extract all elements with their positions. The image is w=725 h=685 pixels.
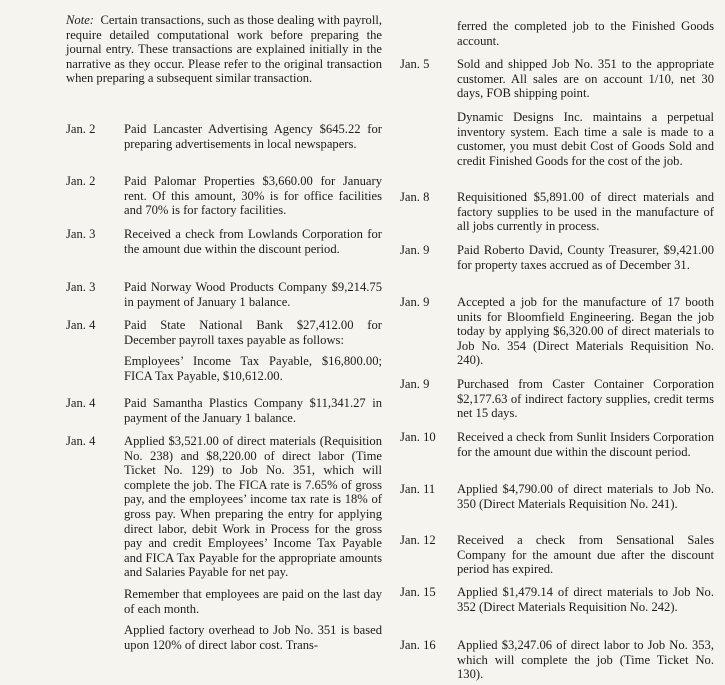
entry-date: Jan. 12 — [400, 533, 436, 547]
transaction-entry — [66, 396, 382, 425]
entry-text: Remember that employees are paid on the last day of each month. — [124, 586, 382, 616]
entry-text: Applied $3,521.00 of direct materials (Requisition No. 238) and $8,220.00 of direct labor (Time Ticket No. 129) to Job No. 351, which will complete the job. The FICA rate is 7.65% of gross pay, and the employees’ income tax rate is 18% of gross pay. When preparing the entry for applying direct labor, debit Work in Process for the gross pay and credit Employees’ Income Tax Payable and FICA Tax Payable for the appropriate amounts and Salaries Payable for net pay. — [124, 434, 382, 580]
entry-text: Paid Lancaster Advertising Agency $645.22 for preparing advertisements in local newspapers. — [124, 122, 382, 151]
entry-date: Jan. 3 — [66, 227, 96, 241]
entry-text: Paid Roberto David, County Treasurer, $9,421.00 for property taxes accrued as of December 31. — [457, 243, 714, 272]
note-label: Note: — [66, 13, 94, 27]
transaction-entry — [400, 377, 714, 421]
transaction-entry — [66, 174, 382, 218]
entry-text: Employees’ Income Tax Payable, $16,800.00; FICA Tax Payable, $10,612.00. — [124, 354, 382, 383]
transaction-entry — [66, 434, 382, 652]
transaction-entry — [400, 57, 714, 101]
entry-text: Applied factory overhead to Job No. 351 is based upon 120% of direct labor cost. Trans- — [124, 623, 382, 652]
entry-text: Received a check from Sensational Sales Company for the amount due after the discount period has expired. — [457, 533, 714, 577]
entry-text: Applied $3,247.06 of direct labor to Job No. 353, which will complete the job (Time Ticket No. 130). — [457, 638, 714, 682]
entry-text: Accepted a job for the manufacture of 17 booth units for Bloomfield Engineering. Began the job today by applying $6,320.00 of direct materials to Job No. 354 (Direct Materials Requisition No. 240). — [457, 295, 714, 368]
entry-date: Jan. 10 — [400, 430, 436, 444]
entry-text: Received a check from Lowlands Corporation for the amount due within the discount period. — [124, 227, 382, 256]
instruction-note — [66, 13, 382, 86]
note-text: Certain transactions, such as those dealing with payroll, require detailed computational work before preparing the journal entry. These transactions are explained initially in the narrative as they occur. Please refer to the original transaction when preparing a subsequent similar transaction. — [66, 13, 382, 86]
transaction-entry — [400, 533, 714, 577]
transaction-entry — [66, 318, 382, 383]
entry-text: Paid Norway Wood Products Company $9,214.75 in payment of January 1 balance. — [124, 280, 382, 309]
entry-text: Requisitioned $5,891.00 of direct materials and factory supplies to be used in the manufacture of all jobs currently in process. — [457, 190, 714, 234]
entry-text: Paid Palomar Properties $3,660.00 for January rent. Of this amount, 30% is for office facilities and 70% is for factory facilities. — [124, 174, 382, 218]
continued-paragraph — [457, 19, 714, 48]
transaction-entry — [400, 190, 714, 234]
entry-text: Received a check from Sunlit Insiders Corporation for the amount due within the discount period. — [457, 430, 714, 459]
entry-text: Applied $1,479.14 of direct materials to Job No. 352 (Direct Materials Requisition No. 242). — [457, 585, 714, 614]
entry-text: Paid State National Bank $27,412.00 for December payroll taxes payable as follows: — [124, 318, 382, 347]
entry-date: Jan. 4 — [66, 396, 96, 410]
entry-date: Jan. 9 — [400, 295, 430, 309]
transaction-entry — [66, 122, 382, 151]
entry-date: Jan. 2 — [66, 122, 96, 136]
entry-text: Sold and shipped Job No. 351 to the appropriate customer. All sales are on account 1/10, net 30 days, FOB shipping point. — [457, 57, 714, 101]
entry-text: Purchased from Caster Container Corporation $2,177.63 of indirect factory supplies, credit terms net 15 days. — [457, 377, 714, 421]
continued-text: ferred the completed job to the Finished Goods account. — [457, 19, 714, 48]
inventory-note — [457, 110, 714, 168]
entry-date: Jan. 4 — [66, 318, 96, 332]
entry-date: Jan. 16 — [400, 638, 436, 652]
entry-date: Jan. 8 — [400, 190, 430, 204]
entry-date: Jan. 5 — [400, 57, 430, 71]
transaction-entry — [400, 295, 714, 368]
entry-date: Jan. 15 — [400, 585, 436, 599]
entry-date: Jan. 2 — [66, 174, 96, 188]
entry-date: Jan. 9 — [400, 377, 430, 391]
inventory-note-text: Dynamic Designs Inc. maintains a perpetual inventory system. Each time a sale is made to a customer, you must debit Cost of Goods Sold and credit Finished Goods for the cost of the job. — [457, 110, 714, 168]
entry-date: Jan. 11 — [400, 482, 436, 496]
transaction-entry — [400, 243, 714, 272]
transaction-entry — [400, 585, 714, 614]
transaction-entry — [66, 280, 382, 309]
entry-date: Jan. 3 — [66, 280, 96, 294]
entry-date: Jan. 9 — [400, 243, 430, 257]
entry-text: Applied $4,790.00 of direct materials to Job No. 350 (Direct Materials Requisition No. 241). — [457, 482, 714, 511]
transaction-entry — [66, 227, 382, 256]
transaction-entry — [400, 482, 714, 511]
transaction-entry — [400, 430, 714, 459]
entry-text: Paid Samantha Plastics Company $11,341.27 in payment of the January 1 balance. — [124, 396, 382, 425]
entry-date: Jan. 4 — [66, 434, 96, 448]
transaction-entry — [400, 638, 714, 682]
